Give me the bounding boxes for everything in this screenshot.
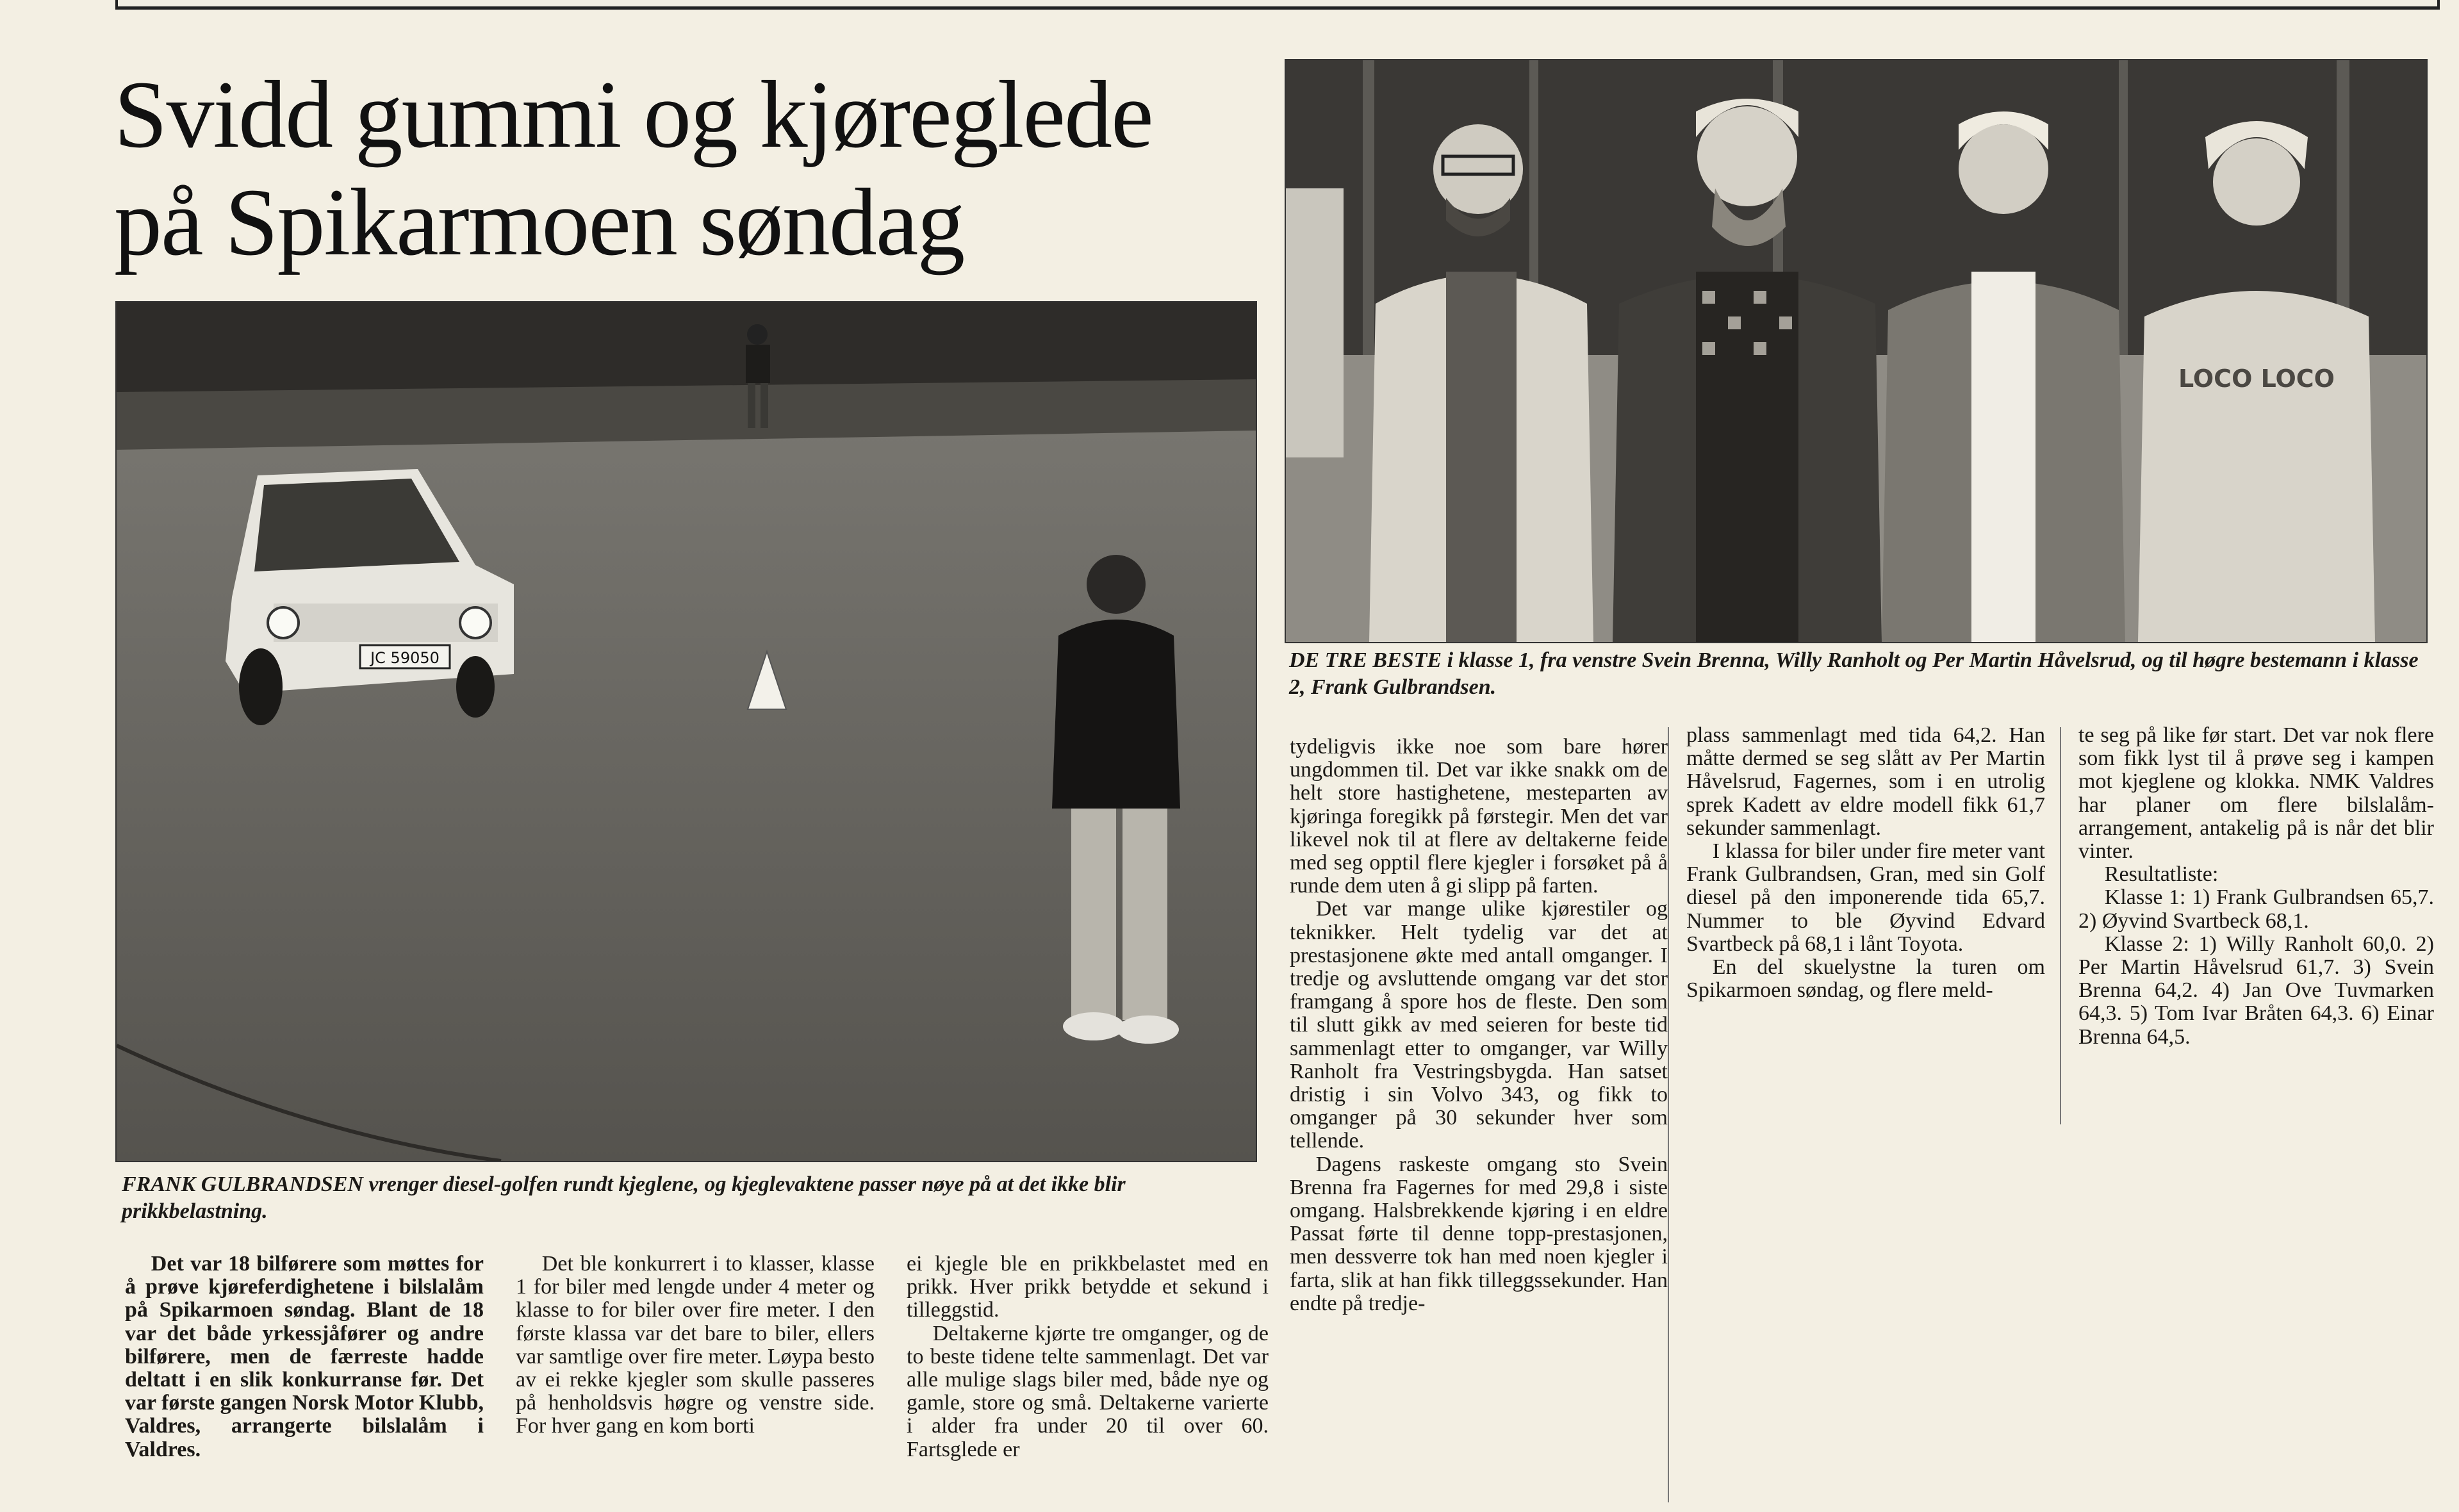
paragraph: te seg på like før start. Det var nok flere som fikk lyst til å prøve seg i kampen mot kjeglene og klokka. NMK Valdres har planer om flere bilslalåm-arrangement, antakelig på is når det blir vinter. bbox=[2078, 723, 2434, 864]
results-title: Resultatliste: bbox=[2104, 862, 2219, 887]
paragraph: ei kjegle ble en prikkbelastet med en prikk. Hver prikk betydde et sekund i tilleggstid. bbox=[907, 1252, 1269, 1322]
column-divider bbox=[2060, 727, 2061, 1124]
headline bbox=[114, 61, 1293, 276]
results-class-2: Klasse 2: 1) Willy Ranholt 60,0. 2) Per Martin Håvelsrud 61,7. 3) Svein Brenna 64,2. 4) Jan Ove Tuvmarken 64,3. 5) Tom Ivar Bråten 64,3. 6) Einar Brenna 64,5. bbox=[2078, 932, 2434, 1049]
paragraph: Deltakerne kjørte tre omganger, og de to beste tidene telte sammenlagt. Det var alle mulige slags biler med, både nye og gamle, store og små. Deltakerne varierte i alder fra under 20 til over 60. Fartsglede er bbox=[907, 1321, 1269, 1461]
article-column-3 bbox=[907, 1253, 1269, 1461]
headline-line-2: på Spikarmoen søndag bbox=[114, 169, 964, 275]
column-divider bbox=[1668, 727, 1669, 1502]
photo-winners-caption: DE TRE BESTE i klasse 1, fra venstre Svein Brenna, Willy Ranholt og Per Martin Håvelsrud, og til høgre bestemann i klasse 2, Frank Gulbrandsen. bbox=[1289, 648, 2419, 699]
article-lede: Det var 18 bilførere som møttes for å prøve kjøreferdighetene i bilslalåm på Spikarmoen søndag. Blant de 18 var det både yrkessjåfører og andre bilførere, men de færreste hadde deltatt i en slik konkurranse før. Det var første gangen Norsk Motor Klubb, Valdres, arrangerte bilslalåm i Valdres. bbox=[125, 1252, 484, 1461]
license-plate: JC 59050 bbox=[370, 649, 440, 667]
paragraph: Det ble konkurrert i to klasser, klasse 1 for biler med lengde under 4 meter og klasse to for biler over fire meter. I den første klassa var det bare to biler, ellers var samtlige over fire meter. Løypa besto av ei rekke kjegler som skulle passeres på henholdsvis høgre og venstre side. For hver gang en kom borti bbox=[516, 1252, 875, 1438]
paragraph: tydeligvis ikke noe som bare hører ungdommen til. Det var ikke snakk om de helt store hastighetene, mesteparten av kjøringa foregikk på førstegir. Men det var likevel nok til at flere av deltakerne feide med seg opptil flere kjegler i forsøket på å runde dem uten å gi slipp på farten. bbox=[1290, 735, 1668, 898]
paragraph: Det var mange ulike kjørestiler og teknikker. Helt tydelig var det at prestasjonene økte med antall omganger. I tredje og avsluttende omgang var det stor framgang å spore hos de fleste. Den som til slutt gikk av med seieren for beste tid sammenlagt etter to omganger, var Willy Ranholt fra Vestringsbygda. Han satset dristig i sin Volvo 343, og fikk to omganger på 30 sekunder hver som tellende. bbox=[1290, 897, 1668, 1153]
photo-car-slalom-image bbox=[117, 302, 1256, 1161]
paragraph: En del skuelystne la turen om Spikarmoen søndag, og flere meld- bbox=[1686, 955, 2045, 1003]
paragraph: I klassa for biler under fire meter vant Frank Gulbrandsen, Gran, med sin Golf diesel på den imponerende tida 65,7. Nummer to ble Øyvind Edvard Svartbeck på 68,1 i lånt Toyota. bbox=[1686, 839, 2045, 956]
photo-car-slalom bbox=[115, 301, 1257, 1162]
headline-line-1: Svidd gummi og kjøreglede bbox=[114, 62, 1153, 168]
paragraph: plass sammenlagt med tida 64,2. Han måtte dermed se seg slått av Per Martin Håvelsrud, Fagernes, som i en utrolig sprek Kadett av eldre modell fikk 61,7 sekunder sammenlagt. bbox=[1686, 723, 2045, 840]
article-column-5 bbox=[1686, 724, 2045, 1002]
article-column-6 bbox=[2078, 724, 2434, 1049]
article-column-1 bbox=[125, 1253, 484, 1461]
photo-winners bbox=[1285, 59, 2428, 643]
article-column-4 bbox=[1290, 735, 1668, 1315]
sweater-print: LOCO LOCO bbox=[2178, 365, 2335, 393]
photo-car-caption: FRANK GULBRANDSEN vrenger diesel-golfen rundt kjeglene, og kjeglevaktene passer nøye på at det ikke blir prikkbelastning. bbox=[122, 1172, 1126, 1223]
photo-winners-image bbox=[1286, 60, 2426, 642]
top-border-rule bbox=[115, 0, 2440, 10]
paragraph: Dagens raskeste omgang sto Svein Brenna fra Fagernes for med 29,8 i siste omgang. Halsbrekkende kjøring i en eldre Passat førte til denne topp-prestasjonen, men dessverre tok han med noen kjegler i farta, slik at han fikk tilleggssekunder. Han endte på tredje- bbox=[1290, 1152, 1668, 1315]
article-column-2 bbox=[516, 1253, 875, 1438]
results-class-1: Klasse 1: 1) Frank Gulbrandsen 65,7. 2) Øyvind Svartbeck 68,1. bbox=[2078, 885, 2434, 933]
